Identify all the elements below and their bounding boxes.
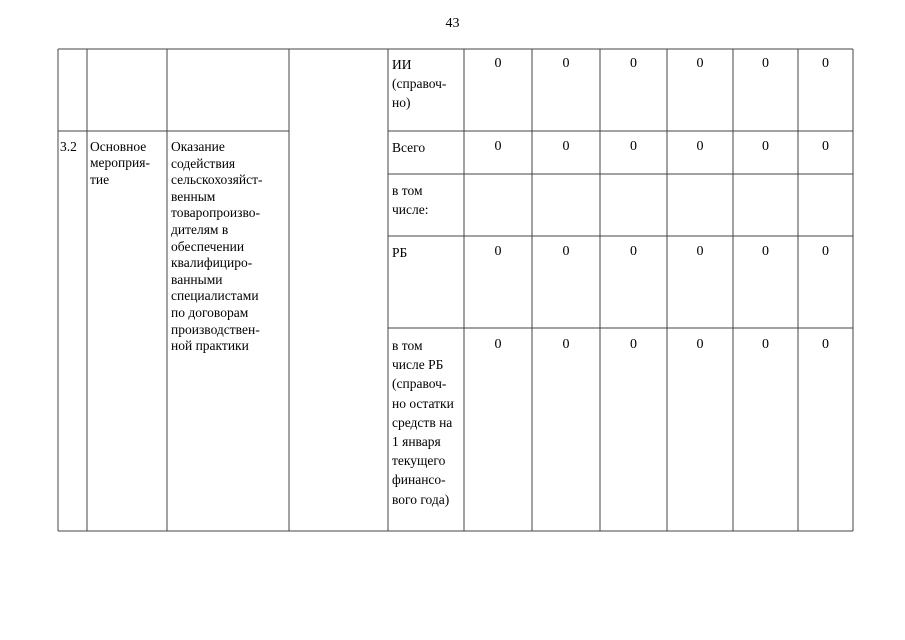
subrow-including-source: в том числе: bbox=[392, 183, 429, 218]
subrow-total-value-3: 0 bbox=[630, 139, 637, 154]
subrow-total-value-6: 0 bbox=[822, 139, 829, 154]
subrow-total-source: Всего bbox=[392, 140, 426, 155]
subrow-rb-reference-value-3: 0 bbox=[630, 337, 637, 352]
subrow-rb-value-6: 0 bbox=[822, 244, 829, 259]
subrow-rb-reference-value-4: 0 bbox=[696, 337, 704, 352]
subrow-total-value-1: 0 bbox=[494, 139, 502, 154]
row-ii-value-3: 0 bbox=[630, 56, 637, 71]
row-number: 3.2 bbox=[60, 139, 77, 154]
subrow-rb-source: РБ bbox=[392, 245, 408, 260]
subrow-rb-reference-source: в том числе РБ (справоч- но остатки средств на 1 января текущего финансо- вого года) bbox=[392, 338, 454, 507]
row-description: Оказание содействия сельскохозяйст- венным товаропроизво- дителям в обеспечении квалифициро- ванными специалистами по договорам производствен- ной практики bbox=[171, 139, 263, 354]
subrow-rb-reference-value-2: 0 bbox=[562, 337, 570, 352]
subrow-rb-value-1: 0 bbox=[494, 244, 502, 259]
subrow-rb-value-4: 0 bbox=[696, 244, 704, 259]
subrow-rb-value-5: 0 bbox=[762, 244, 769, 259]
subrow-total-value-2: 0 bbox=[562, 139, 570, 154]
page-number: 43 bbox=[445, 16, 460, 31]
row-status: Основное мероприя- тие bbox=[90, 139, 150, 187]
subrow-rb-value-2: 0 bbox=[562, 244, 570, 259]
row-ii-value-1: 0 bbox=[494, 56, 502, 71]
subrow-rb-value-3: 0 bbox=[630, 244, 637, 259]
row-ii-source: ИИ (справоч- но) bbox=[392, 57, 447, 111]
subrow-rb-reference-value-6: 0 bbox=[822, 337, 829, 352]
row-ii-value-2: 0 bbox=[562, 56, 570, 71]
row-ii-value-5: 0 bbox=[762, 56, 769, 71]
subrow-rb-reference-value-5: 0 bbox=[762, 337, 769, 352]
subrow-total-value-5: 0 bbox=[762, 139, 769, 154]
row-ii-value-6: 0 bbox=[822, 56, 829, 71]
subrow-rb-reference-value-1: 0 bbox=[494, 337, 502, 352]
row-ii-value-4: 0 bbox=[696, 56, 704, 71]
subrow-total-value-4: 0 bbox=[696, 139, 704, 154]
